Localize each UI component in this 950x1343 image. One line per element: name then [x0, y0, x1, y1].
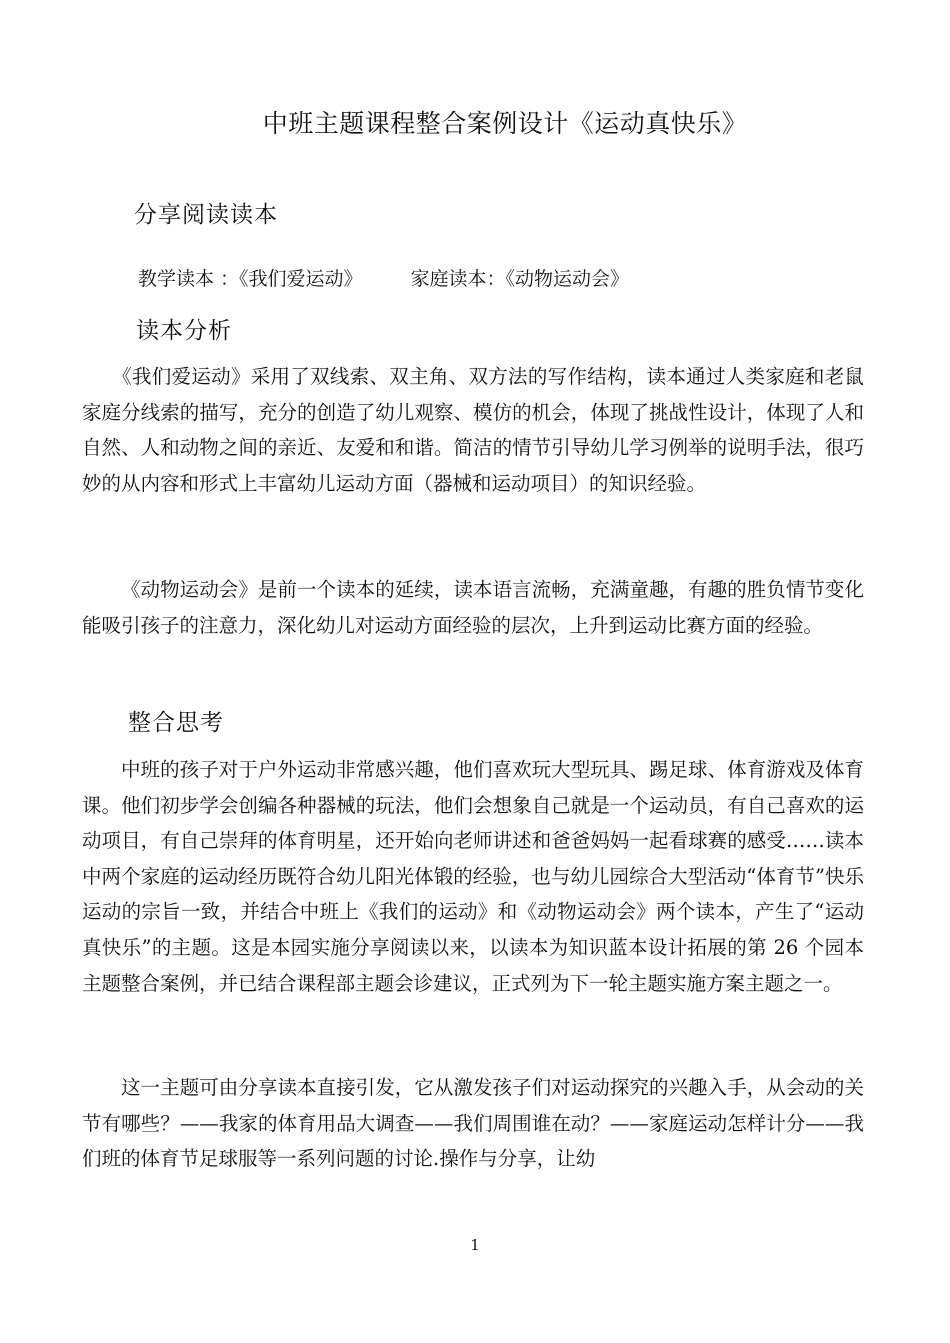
reader-list	[138, 264, 629, 291]
section-heading-reader-analysis: 读本分析	[136, 318, 232, 344]
thinking-paragraph: 中班的孩子对于户外运动非常感兴趣，他们喜欢玩大型玩具、踢足球、体育游戏及体育课。他们初步学会创编各种器械的玩法，他们会想象自己就是一个运动员，有自己喜欢的运动项目，有自己崇拜的体育明星，还开始向老师讲述和爸爸妈妈一起看球赛的感受……读本中两个家庭的运动经历既符合幼儿阳光体锻的经验，也与幼儿园综合大型活动“体育节”快乐运动的宗旨一致，并结合中班上《我们的运动》和《动物运动会》两个读本，产生了“运动真快乐”的主题。这是本园实施分享阅读以来，以读本为知识蓝本设计拓展的第 26 个园本主题整合案例，并已结合课程部主题会诊建议，正式列为下一轮主题实施方案主题之一。	[82, 758, 864, 995]
document-title: 中班主题课程整合案例设计《运动真快乐》	[262, 109, 748, 138]
family-reader: 家庭读本：《动物运动会》	[410, 268, 630, 290]
section-heading-integration-thinking: 整合思考	[128, 710, 224, 736]
section-heading-share-reading: 分享阅读读本	[134, 202, 278, 228]
teaching-reader: 教学读本 ：《我们爱运动》	[138, 268, 363, 290]
page-number: 1	[470, 1236, 480, 1254]
thinking-paragraph: 这一主题可由分享读本直接引发，它从激发孩子们对运动探究的兴趣入手，从会动的关节有哪些？——我家的体育用品大调查——我们周围谁在动？——家庭运动怎样计分——我们班的体育节足球服等一系列问题的讨论.操作与分享，让幼	[82, 1076, 864, 1171]
analysis-paragraph: 《动物运动会》是前一个读本的延续，读本语言流畅，充满童趣，有趣的胜负情节变化能吸引孩子的注意力，深化幼儿对运动方面经验的层次，上升到运动比赛方面的经验。	[82, 578, 864, 637]
analysis-paragraph: 《我们爱运动》采用了双线索、双主角、双方法的写作结构，读本通过人类家庭和老鼠家庭分线索的描写，充分的创造了幼儿观察、模仿的机会，体现了挑战性设计，体现了人和自然、人和动物之间的亲近、友爱和和谐。简洁的情节引导幼儿学习例举的说明手法，很巧妙的从内容和形式上丰富幼儿运动方面（器械和运动项目）的知识经验。	[82, 365, 864, 495]
